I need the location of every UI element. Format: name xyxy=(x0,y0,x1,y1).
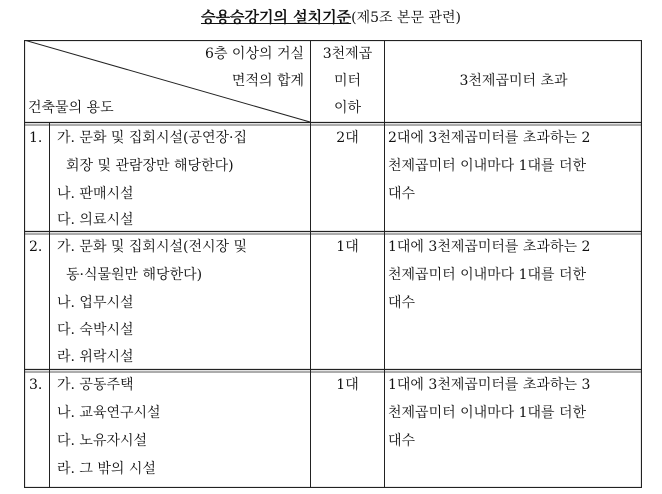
row-1-use-3: 나. 판매시설 xyxy=(57,186,134,202)
row-1-over-1: 2대에 3천제곱미터를 초과하는 2 xyxy=(388,130,591,146)
row-3-over-1: 1대에 3천제곱미터를 초과하는 3 xyxy=(388,377,591,393)
header-diagonal-bottom: 건축물의 용도 xyxy=(28,100,114,116)
row-1-use-2: 회장 및 관람장만 해당한다) xyxy=(66,158,234,174)
row-3-over-3: 대수 xyxy=(388,433,416,449)
title-main: 승용승강기의 설치기준 xyxy=(200,8,352,26)
header-col2-line1: 3천제곱 xyxy=(322,46,373,62)
row-3-over-2: 천제곱미터 이내마다 1대를 더한 xyxy=(388,405,587,421)
row-1-base: 2대 xyxy=(336,130,359,146)
row-1-use-4: 다. 의료시설 xyxy=(57,212,134,228)
row-2-use-1: 가. 문화 및 집회시설(전시장 및 xyxy=(57,239,248,255)
row-1-number: 1. xyxy=(29,130,43,146)
row-1-over-2: 천제곱미터 이내마다 1대를 더한 xyxy=(388,158,587,174)
elevator-standards-table xyxy=(24,40,642,488)
row-2-over-2: 천제곱미터 이내마다 1대를 더한 xyxy=(388,267,587,283)
title-sub: (제5조 본문 관련) xyxy=(351,10,461,26)
row-3-use-2: 나. 교육연구시설 xyxy=(57,405,161,421)
row-1-over-3: 대수 xyxy=(388,186,416,202)
header-diagonal-top-1: 6층 이상의 거실 xyxy=(205,46,304,62)
row-2-use-3: 나. 업무시설 xyxy=(57,295,134,311)
header-col3: 3천제곱미터 초과 xyxy=(459,73,568,89)
row-2-over-1: 1대에 3천제곱미터를 초과하는 2 xyxy=(388,239,591,255)
header-col2-line3: 이하 xyxy=(333,100,362,116)
header-diagonal-top-2: 면적의 합계 xyxy=(231,73,304,89)
header-col2-line2: 미터 xyxy=(333,73,362,89)
row-2-use-2: 동·식물원만 해당한다) xyxy=(66,267,203,283)
row-2-use-4: 다. 숙박시설 xyxy=(57,322,134,338)
row-3-use-1: 가. 공동주택 xyxy=(57,377,134,393)
row-3-use-4: 라. 그 밖의 시설 xyxy=(57,461,156,477)
row-2-base: 1대 xyxy=(336,239,359,255)
row-2-number: 2. xyxy=(29,239,43,255)
row-2-over-3: 대수 xyxy=(388,295,416,311)
row-3-use-3: 다. 노유자시설 xyxy=(57,433,148,449)
page-title xyxy=(0,6,662,27)
row-3-number: 3. xyxy=(29,377,43,393)
row-2-use-5: 라. 위락시설 xyxy=(57,349,134,365)
row-3-base: 1대 xyxy=(336,377,359,393)
row-1-use-1: 가. 문화 및 집회시설(공연장·집 xyxy=(57,130,248,146)
